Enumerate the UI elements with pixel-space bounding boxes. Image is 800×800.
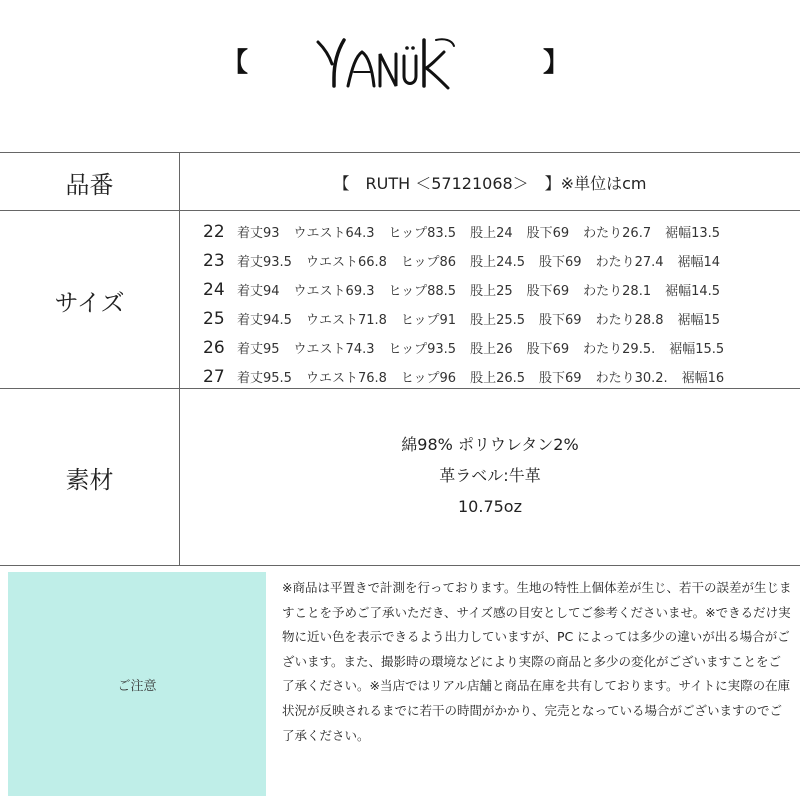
size-measurement: わたり29.5. — [583, 342, 656, 357]
size-measurement: ウエスト71.8 — [305, 313, 387, 328]
material-label: 素材 — [0, 389, 180, 565]
size-line — [180, 362, 800, 391]
size-table — [180, 211, 800, 395]
notice-section — [0, 572, 800, 800]
material-row — [0, 388, 800, 566]
size-measurement: ウエスト69.3 — [293, 284, 375, 299]
size-line — [180, 333, 800, 362]
material-label-leather: 革ラベル:牛革 — [439, 466, 541, 485]
size-number: 27 — [203, 366, 225, 387]
size-number: 26 — [203, 337, 225, 358]
size-measurement: 股上25 — [470, 284, 513, 299]
size-number: 24 — [203, 279, 225, 300]
size-number: 23 — [203, 250, 225, 271]
size-measurement: わたり28.1 — [583, 284, 652, 299]
notice-text-box — [276, 572, 796, 800]
size-measurement: 股下69 — [539, 371, 582, 386]
size-measurement: 着丈95.5 — [237, 371, 292, 386]
size-number: 22 — [203, 221, 225, 242]
size-measurement: 裾幅15.5 — [669, 342, 725, 357]
header-bracket-left: 【 — [222, 48, 249, 78]
part-number-value: 【 RUTH ＜57121068＞ 】※単位はcm — [333, 173, 647, 193]
brand-logo — [312, 28, 462, 98]
size-measurement: ウエスト76.8 — [305, 371, 387, 386]
size-measurement: 股上24.5 — [470, 255, 526, 270]
size-measurement: ウエスト64.3 — [293, 226, 375, 241]
part-number-label: 品番 — [0, 153, 180, 211]
size-measurement: 裾幅14 — [677, 255, 721, 270]
yanuk-logo-icon — [312, 28, 462, 98]
part-number-cell — [180, 153, 800, 211]
size-label: サイズ — [0, 211, 180, 389]
size-measurement: 股上26 — [470, 342, 513, 357]
size-number: 25 — [203, 308, 225, 329]
size-measurement: 着丈93 — [237, 226, 280, 241]
size-row — [0, 210, 800, 389]
notice-label: ご注意 — [8, 572, 266, 796]
size-measurement: ヒップ88.5 — [388, 284, 457, 299]
size-measurement: わたり26.7 — [583, 226, 652, 241]
size-line — [180, 217, 800, 246]
notice-text: ※商品は平置きで計測を行っております。生地の特性上個体差が生じ、若干の誤差が生じますことを予めご了承いただき、サイズ感の目安としてご参考くださいませ。※できるだけ実物に近い色を表示できるよう出力していますが、PC によっては多少の違いが出る場合がございます。また、撮影時の環境などにより実際の商品と多少の変化がございますことをご了承ください。※当店ではリアル店舗と商品在庫を共有しております。サイトに実際の在庫状況が反映されるまでに若干の時間がかかり、完売となっている場合がございますのでご了承ください。 — [282, 580, 792, 743]
size-measurement: 股上25.5 — [470, 313, 526, 328]
material-weight: 10.75oz — [458, 497, 522, 516]
header-bracket-right: 】 — [543, 48, 570, 78]
size-measurement: 着丈94 — [237, 284, 280, 299]
size-measurement: 裾幅15 — [677, 313, 721, 328]
size-line — [180, 304, 800, 333]
size-line — [180, 275, 800, 304]
size-measurement: わたり27.4 — [595, 255, 664, 270]
size-measurement: 着丈94.5 — [237, 313, 292, 328]
size-measurement: 着丈93.5 — [237, 255, 292, 270]
size-measurement: 股下69 — [539, 255, 582, 270]
size-measurement: ウエスト66.8 — [305, 255, 387, 270]
size-measurement: ヒップ83.5 — [388, 226, 457, 241]
size-measurement: 着丈95 — [237, 342, 280, 357]
size-line — [180, 246, 800, 275]
page-header — [0, 0, 800, 150]
size-measurement: ヒップ93.5 — [388, 342, 457, 357]
size-measurement: ヒップ91 — [400, 313, 457, 328]
size-measurement: わたり28.8 — [595, 313, 664, 328]
size-measurement: 股下69 — [526, 226, 570, 241]
size-measurement: 股下69 — [539, 313, 582, 328]
size-measurement: 裾幅14.5 — [665, 284, 721, 299]
size-measurement: 裾幅16 — [681, 371, 725, 386]
size-measurement: 股下69 — [526, 342, 570, 357]
material-cell — [180, 389, 800, 565]
size-measurement: 股上26.5 — [470, 371, 526, 386]
size-measurement: ウエスト74.3 — [293, 342, 375, 357]
size-measurement: 裾幅13.5 — [665, 226, 721, 241]
size-measurement: わたり30.2. — [595, 371, 668, 386]
material-composition: 綿98% ポリウレタン2% — [401, 435, 579, 454]
size-measurement: 股上24 — [470, 226, 513, 241]
size-measurement: 股下69 — [526, 284, 570, 299]
size-measurement: ヒップ96 — [400, 371, 457, 386]
part-number-row — [0, 152, 800, 211]
size-measurement: ヒップ86 — [400, 255, 457, 270]
